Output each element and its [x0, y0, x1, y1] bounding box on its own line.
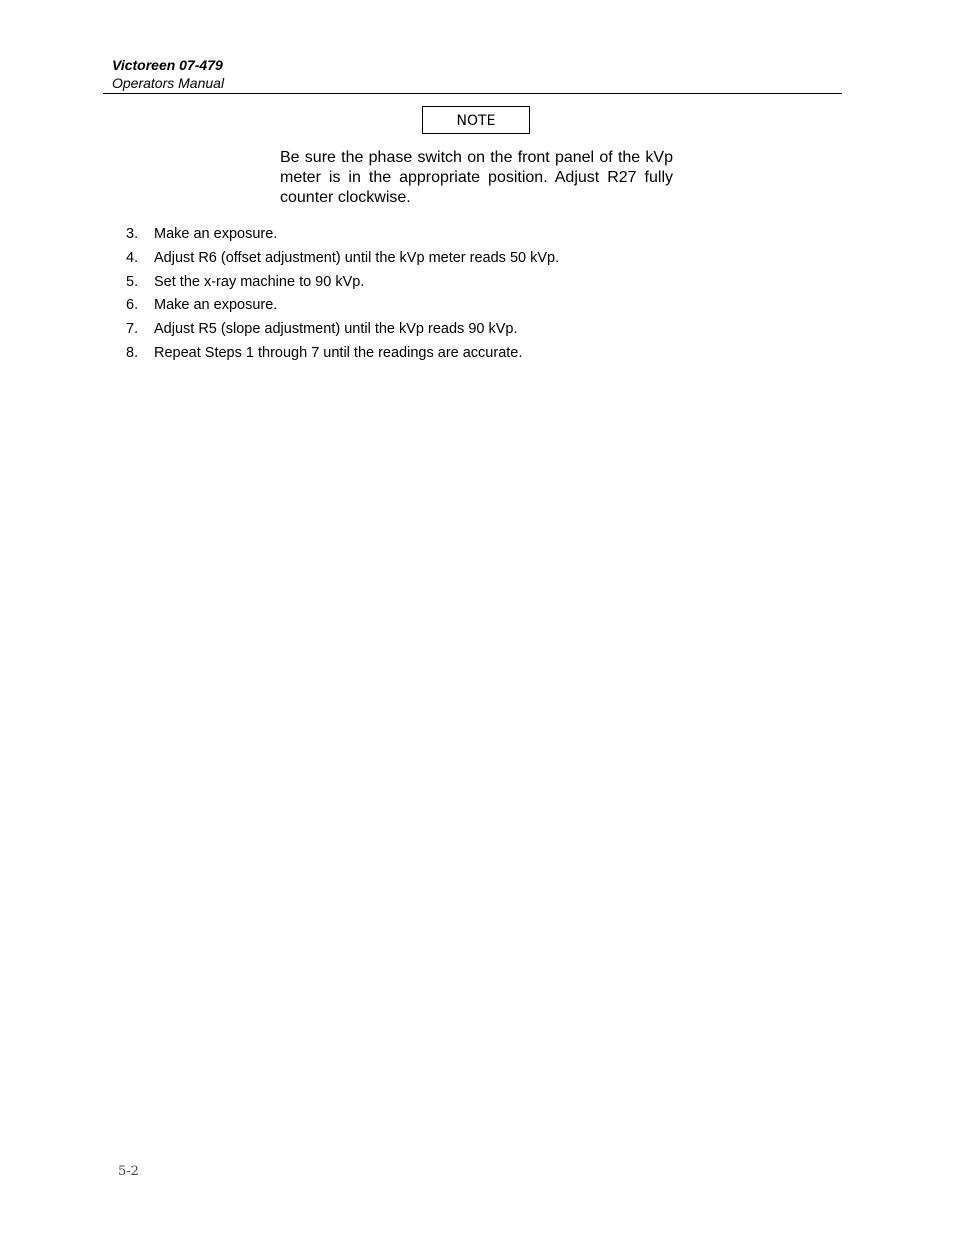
list-item	[126, 224, 686, 248]
page-header	[103, 56, 842, 94]
list-item	[126, 248, 686, 272]
step-number: 5.	[126, 273, 139, 290]
procedure-steps	[126, 224, 686, 367]
note-label: NOTE	[422, 106, 530, 134]
step-text: Make an exposure.	[154, 297, 278, 314]
list-item	[126, 343, 686, 367]
note-text: Be sure the phase switch on the front panel of the kVp meter is in the appropriate position. Adjust R27 fully counter clockwise.	[280, 149, 673, 206]
step-number: 4.	[126, 249, 139, 266]
step-number: 3.	[126, 226, 139, 242]
step-text: Repeat Steps 1 through 7 until the readings are accurate.	[154, 344, 523, 361]
step-text: Set the x-ray machine to 90 kVp.	[154, 273, 365, 290]
step-text: Adjust R6 (offset adjustment) until the kVp meter reads 50 kVp.	[154, 249, 560, 266]
list-item	[126, 272, 686, 296]
step-number: 8.	[126, 344, 139, 361]
step-number: 7.	[126, 321, 139, 338]
page-number: 5-2	[118, 1164, 139, 1179]
document-title: Victoreen 07-479	[112, 57, 223, 73]
list-item	[126, 319, 686, 343]
list-item	[126, 295, 686, 319]
step-text: Make an exposure.	[154, 226, 278, 242]
step-text: Adjust R5 (slope adjustment) until the kVp reads 90 kVp.	[154, 321, 518, 338]
step-number: 6.	[126, 297, 139, 314]
document-subtitle: Operators Manual	[112, 75, 225, 91]
